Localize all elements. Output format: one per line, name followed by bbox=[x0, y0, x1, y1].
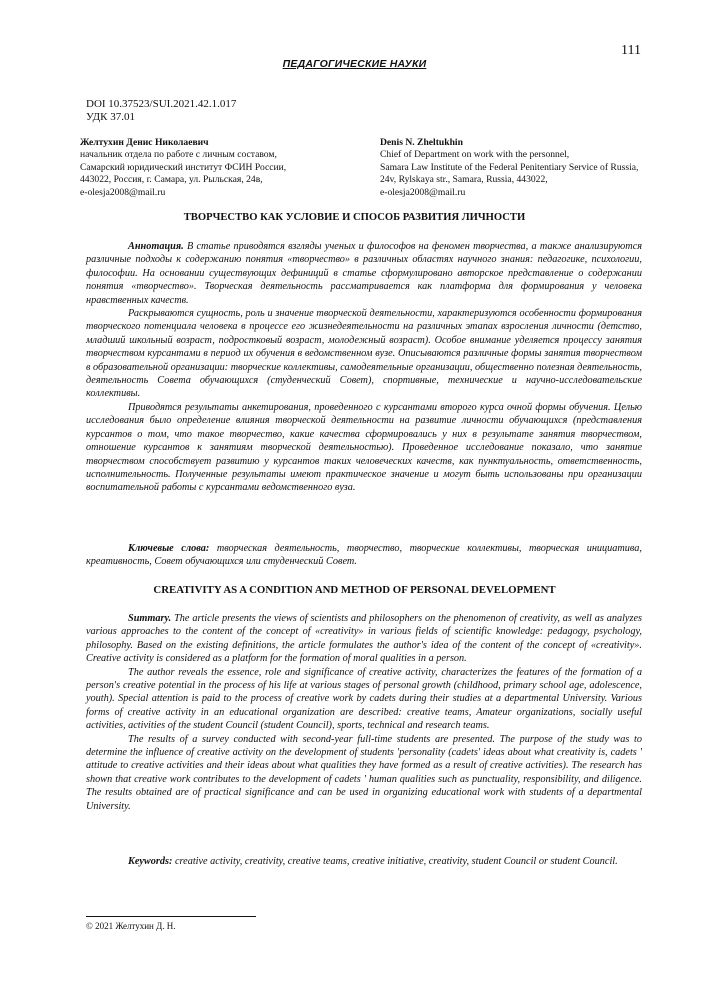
page-number: 111 bbox=[621, 43, 641, 58]
keywords-en-paragraph bbox=[86, 855, 642, 868]
author-ru bbox=[80, 137, 346, 199]
author-en-line: Chief of Department on work with the personnel, bbox=[380, 149, 570, 161]
author-en bbox=[380, 137, 646, 199]
doi: DOI 10.37523/SUI.2021.42.1.017 bbox=[86, 98, 237, 110]
article-identifiers bbox=[86, 98, 236, 124]
keywords-en bbox=[86, 855, 642, 868]
keywords-en-text: creative activity, creativity, creative teams, creative initiative, creativity, student Council or student Council. bbox=[174, 856, 618, 867]
section-header: ПЕДАГОГИЧЕСКИЕ НАУКИ bbox=[282, 58, 427, 70]
abstract-en-paragraph bbox=[86, 612, 642, 666]
abstract-en bbox=[86, 612, 642, 813]
author-en-email: e-olesja2008@mail.ru bbox=[380, 186, 466, 198]
keywords-ru bbox=[86, 542, 642, 569]
author-en-line: Samara Law Institute of the Federal Penitentiary Service of Russia, bbox=[380, 161, 639, 173]
keywords-ru-label: Ключевые слова: bbox=[128, 543, 210, 554]
author-en-name: Denis N. Zheltukhin bbox=[380, 137, 463, 148]
keywords-en-label: Keywords: bbox=[128, 856, 173, 867]
author-ru-line: начальник отдела по работе с личным составом, bbox=[80, 149, 277, 161]
abstract-ru-text: В статье приводятся взгляды ученых и философов на феномен творчества, а также анализируются различные подходы к содержанию понятия «творчество» в различных областях научного знания: педагогике, психологии, философии. На основании существующих дефиниций в статье сформулировано авторское представление о содержании понятия «творчество». Творческая деятельность рассматривается как платформа для формирования у человека нравственных качеств. bbox=[86, 241, 643, 306]
abstract-en-paragraph: The results of a survey conducted with second-year full-time students are presented. The purpose of the study was to determine the influence of creative activity on the development of students 'personality (cadets' ideas about what creativity is, cadets ' attitude to creative activities and their ideas about what qualities they have formed as a result of creative activities). The research has shown that creative work contributes to the development of cadets ' human qualities such as punctuality, responsibility, and diligence. The results obtained are of practical significance and can be used in organizing educational work with students of a departmental University. bbox=[86, 733, 642, 812]
title-ru: ТВОРЧЕСТВО КАК УСЛОВИЕ И СПОСОБ РАЗВИТИЯ ЛИЧНОСТИ bbox=[183, 212, 526, 223]
abstract-ru bbox=[86, 240, 642, 495]
abstract-ru-paragraph: Раскрываются сущность, роль и значение творческой деятельности, характеризуются особенности формирования творческого потенциала человека в процессе его жизнедеятельности на различных этапах взросления личности (детство, младший школьный возраст, подростковый возраст, молодежный возраст). Особое внимание уделяется процессу занятия творчеством курсантами в период их обучения в ведомственном вузе. Описываются различные формы занятия творчеством в образовательной организации: творческие коллективы, самодеятельные организации, общественно полезная деятельность, деятельность Совета обучающихся (студенческий Совет), спортивные, технические и научно-исследовательские коллективы. bbox=[86, 308, 642, 400]
author-info bbox=[80, 137, 646, 199]
keywords-ru-paragraph bbox=[86, 542, 642, 569]
udc: УДК 37.01 bbox=[86, 111, 136, 123]
abstract-en-paragraph: The author reveals the essence, role and significance of creative activity, characterizes the features of the formation of a person's creative potential in the process of his life at various stages of personal growth (childhood, primary school age, adolescence, youth). Special attention is paid to the process of creative work by cadets during their studies at a departmental University. Various forms of creative activity in an educational organization are described: creative teams, Amateur organizations, socially useful activities, activities of the student Council (student Council), sports, technical and research teams. bbox=[86, 666, 642, 732]
abstract-ru-paragraph bbox=[86, 240, 642, 307]
abstract-en-label: Summary. bbox=[128, 613, 172, 624]
footnote-rule bbox=[86, 916, 256, 917]
author-en-line: 24v, Rylskaya str., Samara, Russia, 443022, bbox=[380, 174, 548, 186]
author-ru-email: e-olesja2008@mail.ru bbox=[80, 186, 166, 198]
abstract-ru-paragraph: Приводятся результаты анкетирования, проведенного с курсантами второго курса очной формы обучения. Целью исследования было определение влияния творческой деятельности на развитие личности обучающихся (представления курсантов о том, что такое творчество, какие качества сформировались у них в результате занятия творчеством, отношение курсантов к занятиям творческой деятельностью). Проведенное исследование показало, что занятие творчеством способствует развитию у курсантов таких человеческих качеств, как пунктуальность, ответственность, исполнительность. Полученные результаты имеют практическое значение и могут быть использованы при организации воспитательной работы с курсантами ведомственного вуза. bbox=[86, 401, 642, 494]
author-ru-name: Желтухин Денис Николаевич bbox=[80, 137, 209, 148]
title-en: CREATIVITY AS A CONDITION AND METHOD OF PERSONAL DEVELOPMENT bbox=[153, 584, 556, 596]
abstract-ru-label: Аннотация. bbox=[128, 241, 184, 252]
abstract-en-text: The article presents the views of scientists and philosophers on the phenomenon of creativity, as well as analyzes various approaches to the content of the concept of «creativity» in various fields of scientific knowledge: pedagogy, psychology, philosophy. Based on the existing definitions, the article formulates the author's idea of the content of the concept of «creativity». Creative activity is considered as a platform for the formation of moral qualities in a person. bbox=[86, 613, 642, 665]
author-ru-line: Самарский юридический институт ФСИН России, bbox=[80, 161, 287, 173]
keywords-ru-text: творческая деятельность, творчество, творческие коллективы, творческая инициатива, креативность, Совет обучающихся или студенческий Совет. bbox=[86, 543, 642, 568]
copyright: © 2021 Желтухин Д. Н. bbox=[86, 921, 176, 931]
author-ru-line: 443022, Россия, г. Самара, ул. Рыльская, 24в, bbox=[80, 174, 263, 186]
